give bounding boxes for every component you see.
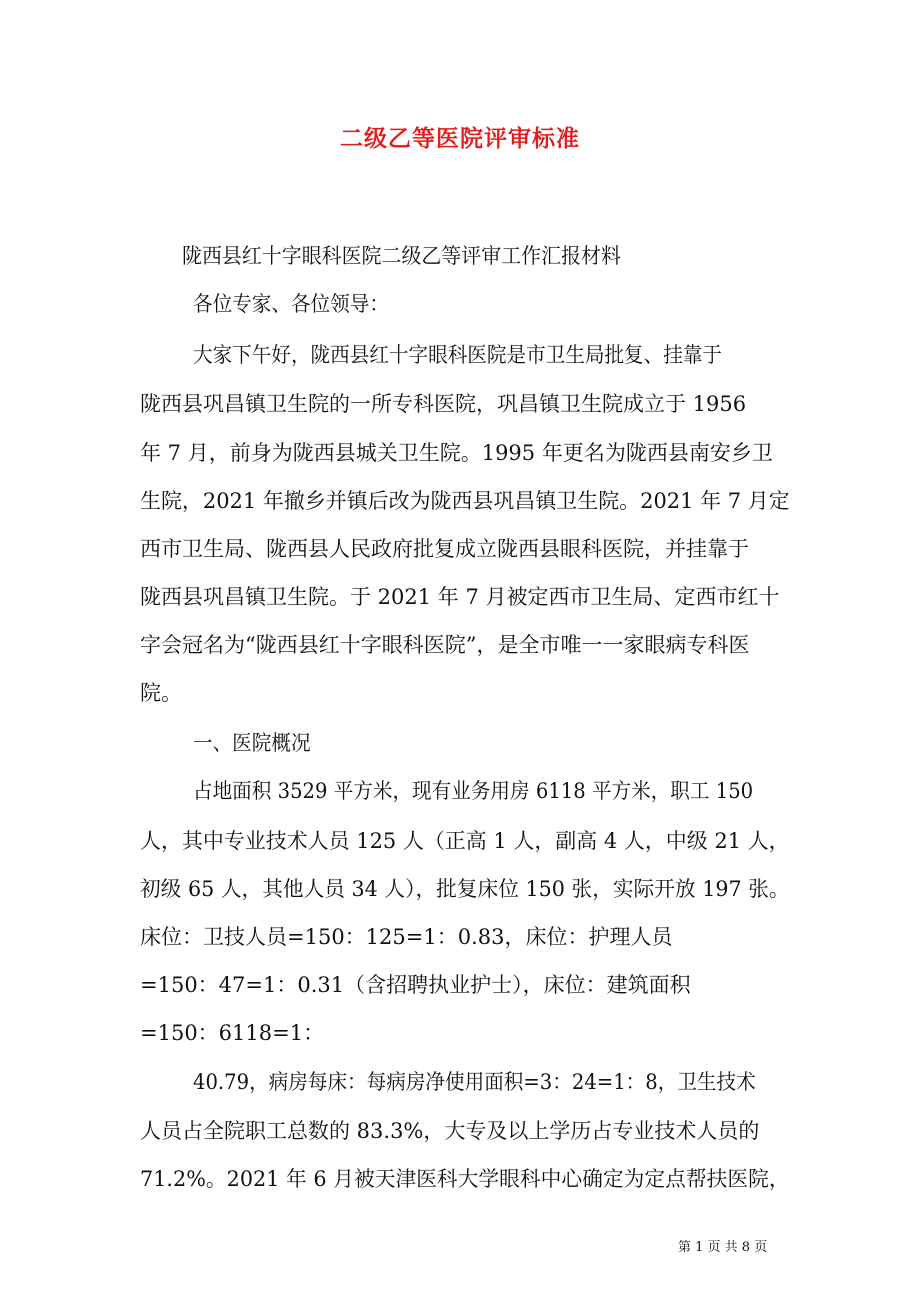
body-line: 院。 [140,681,182,705]
page-number: 第 1 页 共 8 页 [678,1240,768,1255]
body-line: 西市卫生局、陇西县人民政府批复成立陇西县眼科医院，并挂靠于 [140,537,749,561]
body-line: 字会冠名为“陇西县红十字眼科医院”，是全市唯一一家眼病专科医 [140,633,750,657]
body-line: 陇西县巩昌镇卫生院。于 2021 年 7 月被定西市卫生局、定西市红十 [140,585,780,609]
body-line: 床位：卫技人员=150：125=1：0.83，床位：护理人员 [140,925,673,949]
body-line: 大家下午好，陇西县红十字眼科医院是市卫生局批复、挂靠于 [193,343,723,367]
body-line: 40.79，病房每床：每病房净使用面积=3：24=1：8，卫生技术 [193,1070,756,1094]
body-line: 人，其中专业技术人员 125 人（正高 1 人，副高 4 人，中级 21 人， [140,829,790,853]
body-line: 陇西县巩昌镇卫生院的一所专科医院，巩昌镇卫生院成立于 1956 [140,392,747,416]
body-line: 初级 65 人，其他人员 34 人），批复床位 150 张，实际开放 197 张。 [140,877,790,901]
body-line: 生院，2021 年撤乡并镇后改为陇西县巩昌镇卫生院。2021 年 7 月定 [140,489,790,513]
document-title: 二级乙等医院评审标准 [340,125,580,152]
body-line: 年 7 月，前身为陇西县城关卫生院。1995 年更名为陇西县南安乡卫 [140,441,773,465]
body-line: 71.2%。2021 年 6 月被天津医科大学眼科中心确定为定点帮扶医院， [140,1167,790,1191]
body-line: 人员占全院职工总数的 83.3%，大专及以上学历占专业技术人员的 [140,1119,760,1143]
body-line: 陇西县红十字眼科医院二级乙等评审工作汇报材料 [182,244,621,268]
section-heading: 一、医院概况 [193,731,311,755]
body-line: 占地面积 3529 平方米，现有业务用房 6118 平方米，职工 150 [193,779,754,803]
body-line: 各位专家、各位领导： [193,292,389,316]
body-line: =150：6118=1： [140,1021,325,1045]
body-line: =150：47=1：0.31（含招聘执业护士），床位：建筑面积 [140,973,691,997]
